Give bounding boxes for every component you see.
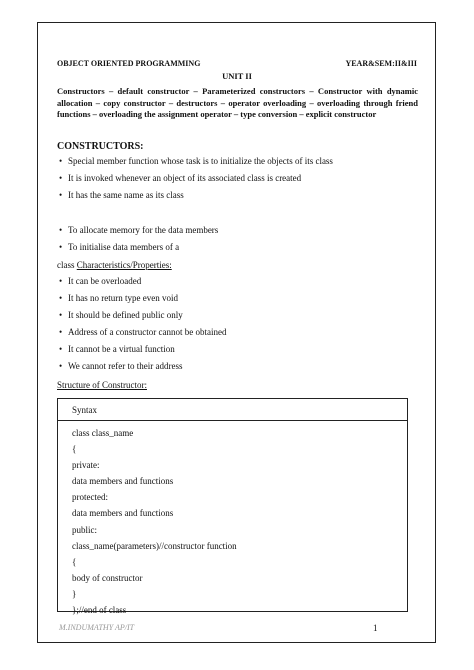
syntax-table bbox=[57, 398, 408, 616]
code-line: protected: bbox=[72, 492, 108, 503]
list-item: • It cannot be a virtual function bbox=[59, 344, 175, 354]
code-line: } bbox=[72, 588, 77, 599]
code-line: public: bbox=[72, 524, 97, 535]
characteristics-heading: class Characteristics/Properties: bbox=[57, 260, 172, 270]
year-sem-label: YEAR&SEM:II&III bbox=[345, 59, 417, 68]
code-line: private: bbox=[72, 460, 100, 471]
topics-paragraph: Constructors – default constructor – Parameterized constructors – Constructor with dynamic allocation – copy constructor – destructors – operator overloading – overloading through friend functions – overloading the assignment operator – type conversion – explicit constructor bbox=[57, 86, 418, 119]
syntax-code-block bbox=[58, 421, 407, 618]
bullet-icon: • bbox=[59, 190, 63, 200]
code-line: };//end of class bbox=[72, 605, 127, 616]
section-heading: CONSTRUCTORS: bbox=[57, 141, 144, 152]
bullet-icon: • bbox=[59, 310, 63, 320]
bullet-icon: • bbox=[59, 344, 63, 354]
code-line: body of constructor bbox=[72, 572, 143, 583]
code-line: { bbox=[72, 556, 77, 567]
definition-list bbox=[59, 156, 333, 201]
code-line: data members and functions bbox=[72, 508, 174, 519]
list-item: • To allocate memory for the data members bbox=[59, 225, 219, 235]
footer-author: M.INDUMATHY AP/IT bbox=[59, 623, 135, 632]
bullet-icon: • bbox=[59, 225, 63, 235]
list-item: • To initialise data members of a bbox=[59, 242, 180, 252]
code-line: { bbox=[72, 444, 77, 455]
list-item: • It has no return type even void bbox=[59, 293, 178, 303]
subject-title: OBJECT ORIENTED PROGRAMMING bbox=[57, 59, 201, 68]
purpose-list bbox=[59, 225, 218, 253]
characteristics-list bbox=[59, 276, 226, 372]
unit-title: UNIT II bbox=[222, 71, 252, 81]
bullet-icon: • bbox=[59, 173, 63, 183]
bullet-icon: • bbox=[59, 361, 63, 371]
bullet-icon: • bbox=[59, 293, 63, 303]
list-item: • Special member function whose task is to initialize the objects of its class bbox=[59, 156, 333, 166]
bullet-icon: • bbox=[59, 242, 63, 252]
bullet-icon: • bbox=[59, 156, 63, 166]
list-item: • It has the same name as its class bbox=[59, 190, 184, 200]
syntax-table-header: Syntax bbox=[58, 399, 407, 421]
code-line: class class_name bbox=[72, 428, 134, 438]
bullet-icon: • bbox=[59, 276, 63, 286]
code-line: data members and functions bbox=[72, 476, 174, 487]
list-item: • It should be defined public only bbox=[59, 310, 183, 320]
list-item: • It can be overloaded bbox=[59, 276, 142, 286]
list-item: • We cannot refer to their address bbox=[59, 361, 183, 371]
list-item: • It is invoked whenever an object of its associated class is created bbox=[59, 173, 302, 183]
bullet-icon: • bbox=[59, 327, 63, 337]
structure-heading: Structure of Constructor: bbox=[57, 380, 147, 390]
page-number: 1 bbox=[373, 623, 378, 633]
code-line: class_name(parameters)//constructor function bbox=[72, 540, 237, 551]
list-item: • Address of a constructor cannot be obtained bbox=[59, 327, 227, 337]
